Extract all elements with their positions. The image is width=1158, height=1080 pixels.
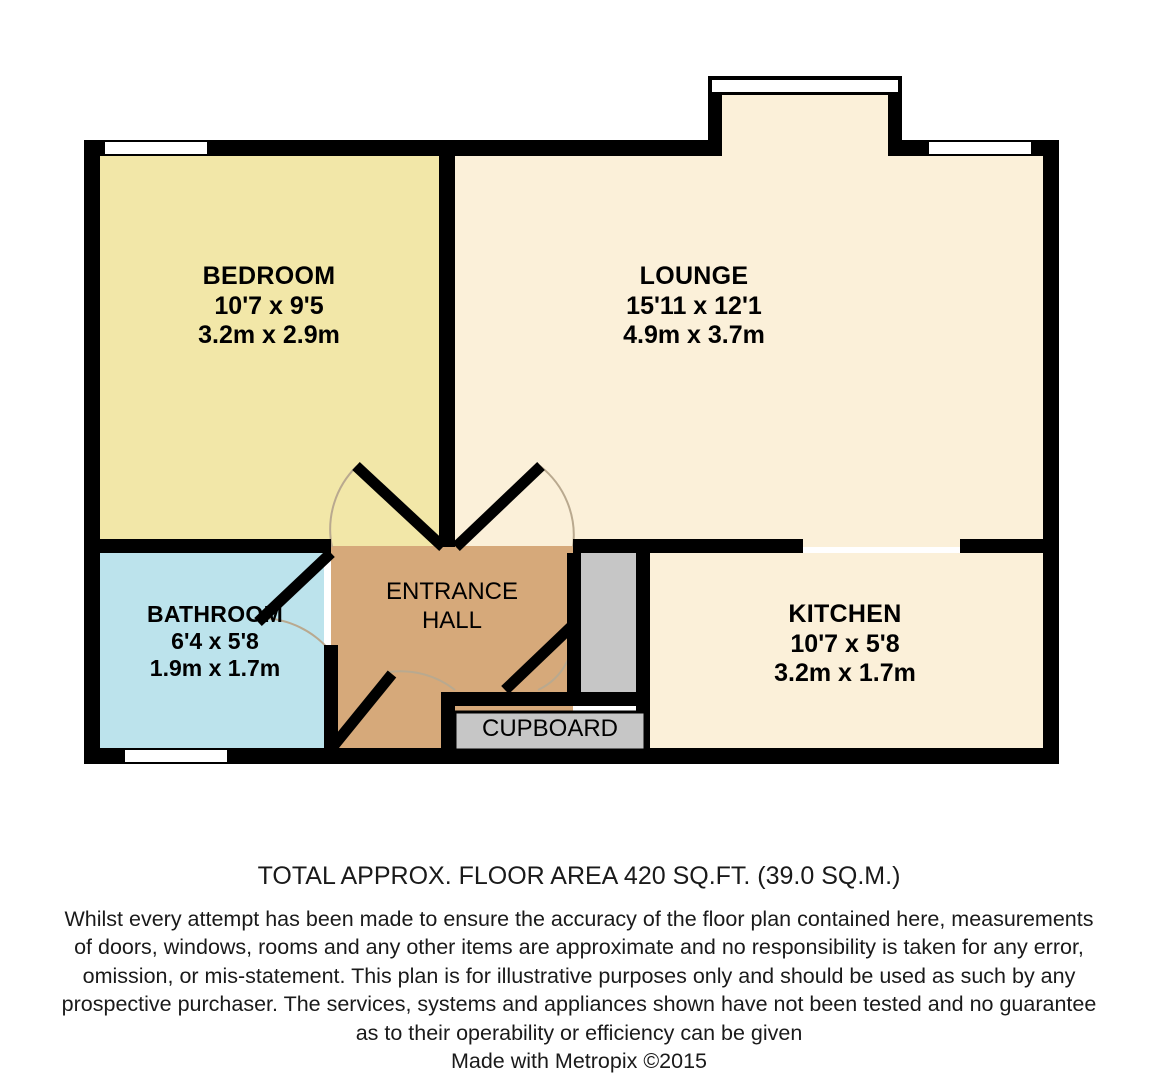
window-bay-inner xyxy=(722,92,888,95)
room-dim-metric-bedroom: 3.2m x 2.9m xyxy=(198,321,340,349)
total-floor-area: TOTAL APPROX. FLOOR AREA 420 SQ.FT. (39.0 SQ.M.) xyxy=(257,862,901,890)
disclaimer xyxy=(19,905,1139,1047)
wall-internal-bedroom-lounge xyxy=(439,155,455,547)
window-bay-outer xyxy=(708,76,902,80)
room-dim-metric-lounge: 4.9m x 3.7m xyxy=(623,321,765,349)
wall-right-exterior xyxy=(1043,140,1059,764)
disclaimer-line-1: Whilst every attempt has been made to ensure the accuracy of the floor plan contained here, measurements xyxy=(64,907,1094,931)
room-fill-bathroom xyxy=(99,553,324,749)
room-fill-lounge xyxy=(455,155,1043,547)
wall-internal-bathroom-hall xyxy=(324,645,338,764)
wall-internal-hall-front xyxy=(441,692,645,706)
wall-internal-hall-left xyxy=(441,692,455,752)
area-fill-cupboard xyxy=(573,553,645,692)
room-dim-imperial-bathroom: 6'4 x 5'8 xyxy=(171,628,259,655)
room-fill-kitchen xyxy=(650,553,1043,749)
area-label-entrance-hall-line1: ENTRANCE xyxy=(385,578,518,605)
room-dim-imperial-kitchen: 10'7 x 5'8 xyxy=(790,629,900,658)
room-name-lounge: LOUNGE xyxy=(639,262,749,290)
area-label-entrance-hall xyxy=(322,578,582,636)
room-dim-imperial-lounge: 15'11 x 12'1 xyxy=(626,291,762,320)
room-name-kitchen: KITCHEN xyxy=(788,600,902,628)
room-dim-imperial-bedroom: 10'7 x 9'5 xyxy=(214,291,324,320)
wall-internal-lounge-bottom-b xyxy=(960,539,1059,553)
wall-left-exterior xyxy=(84,140,100,764)
disclaimer-line-2: of doors, windows, rooms and any other items are approximate and no responsibility is taken for any error, xyxy=(74,935,1084,960)
room-fill-lounge-bay xyxy=(722,92,902,160)
window-bay-fill xyxy=(712,80,898,92)
wall-internal-lounge-bottom-a xyxy=(573,539,803,553)
metropix-credit: Made with Metropix ©2015 xyxy=(450,1048,708,1073)
wall-internal-bedroom-bottom xyxy=(99,539,331,553)
room-name-bedroom: BEDROOM xyxy=(202,262,336,290)
disclaimer-line-5: as to their operability or efficiency can be given xyxy=(355,1020,803,1045)
disclaimer-line-3: omission, or mis-statement. This plan is for illustrative purposes only and should be used as such by any xyxy=(82,963,1076,988)
disclaimer-line-4: prospective purchaser. The services, systems and appliances shown have not been tested and no guarantee xyxy=(61,992,1097,1017)
room-name-bathroom: BATHROOM xyxy=(146,601,284,627)
area-label-entrance-hall-line2: HALL xyxy=(421,606,483,634)
footer xyxy=(0,862,1158,1074)
room-dim-metric-kitchen: 3.2m x 1.7m xyxy=(774,659,916,687)
window-bedroom-top xyxy=(104,141,208,155)
window-bathroom-bottom xyxy=(124,749,228,763)
area-label-cupboard-text: CUPBOARD xyxy=(481,715,619,742)
window-lounge-top xyxy=(928,141,1032,155)
area-label-cupboard xyxy=(455,715,645,744)
room-dim-metric-bathroom: 1.9m x 1.7m xyxy=(149,655,281,682)
room-fill-bedroom xyxy=(99,155,439,547)
